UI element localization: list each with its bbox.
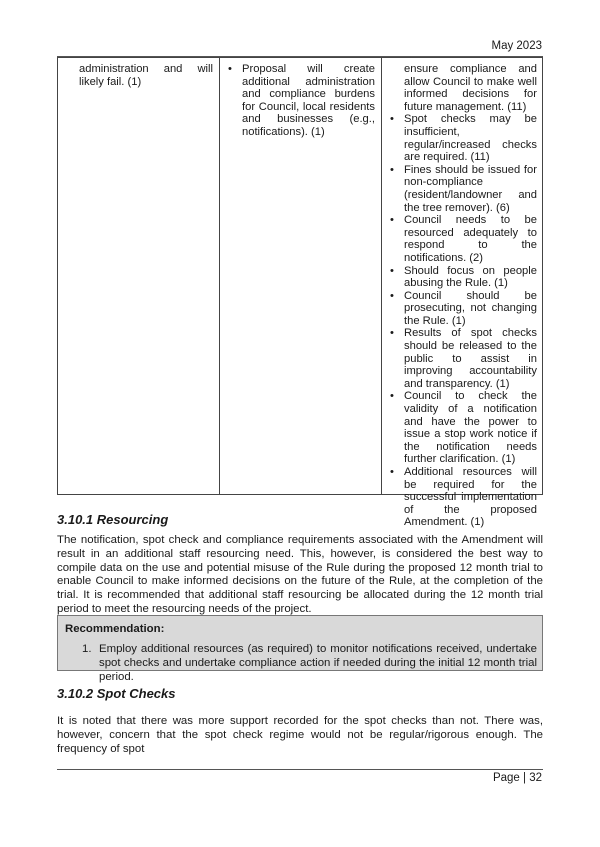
list-item: • Council should be prosecuting, not changing the Rule. (1) bbox=[386, 290, 537, 328]
section-heading-resourcing: 3.10.1 Resourcing bbox=[57, 512, 169, 527]
table-cell-concerns bbox=[220, 58, 382, 494]
list-item: • Proposal will create additional administration and compliance burdens for Council, local residents and businesses (e.g., notifications). (1) bbox=[224, 63, 375, 139]
list-item: • Results of spot checks should be released to the public to assist in improving accountability and transparency. (1) bbox=[386, 327, 537, 390]
list-item: • Should focus on people abusing the Rule. (1) bbox=[386, 265, 537, 290]
table-cell-issue bbox=[58, 58, 220, 494]
issue-text: administration and will likely fail. (1) bbox=[79, 63, 213, 88]
recommendation-title: Recommendation: bbox=[65, 623, 165, 635]
recommendation-item bbox=[82, 643, 537, 684]
list-item: • Council to check the validity of a notification and have the power to issue a stop work notice if the notification needs further clarification. (1) bbox=[386, 390, 537, 466]
header-date: May 2023 bbox=[491, 40, 542, 52]
page-number: Page | 32 bbox=[492, 772, 542, 784]
recommendation-number: 1. bbox=[82, 643, 92, 655]
recommendation-text: Employ additional resources (as required) to monitor notifications received, undertake spot checks and undertake compliance action if needed during the initial 12 month trial period. bbox=[99, 643, 537, 683]
list-item: • Council needs to be resourced adequately to respond to the notifications. (2) bbox=[386, 214, 537, 264]
concerns-list bbox=[224, 63, 375, 139]
table-cell-suggestions bbox=[382, 58, 542, 529]
resourcing-paragraph: The notification, spot check and compliance requirements associated with the Amendment will result in an additional staff resourcing need. This, however, is considered the best way to compile data on the use and potential misuse of the Rule during the proposed 12 month trial to enable Council to make informed decisions on the future of the Rule, at the completion of the trial. It is recommended that additional staff resourcing be allocated during the 12 month trial period to meet the resourcing needs of the project. bbox=[57, 534, 543, 615]
recommendation-box bbox=[57, 615, 543, 683]
footer-divider bbox=[57, 769, 543, 770]
suggestions-list bbox=[386, 113, 537, 529]
list-item: • Additional resources will be required for the successful implementation of the proposed Amendment. (1) bbox=[386, 466, 537, 529]
section-heading-spot-checks: 3.10.2 Spot Checks bbox=[57, 686, 176, 701]
spot-checks-paragraph: It is noted that there was more support recorded for the spot checks than not. There was, however, concern that the spot check regime would not be regular/rigorous enough. The frequency of spot bbox=[57, 715, 543, 755]
list-item: • Spot checks may be insufficient, regular/increased checks are required. (11) bbox=[386, 113, 537, 163]
continued-item: ensure compliance and allow Council to make well informed decisions for future management. (11) bbox=[404, 63, 537, 113]
list-item: • Fines should be issued for non-compliance (resident/landowner and the tree remover). (6) bbox=[386, 164, 537, 214]
